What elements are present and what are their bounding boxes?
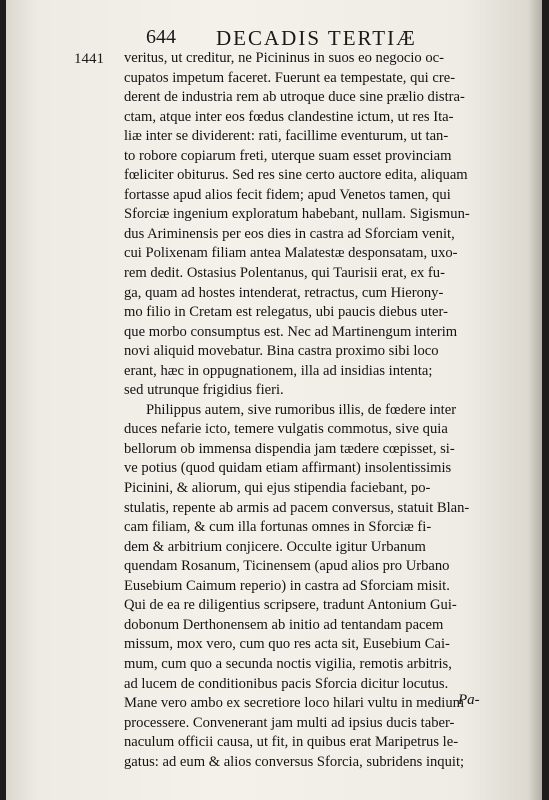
text-line: Sforciæ ingenium exploratum habebant, nullam. Sigismun- xyxy=(124,206,470,223)
text-line: cupatos impetum faceret. Fuerunt ea tempestate, qui cre- xyxy=(124,69,456,86)
catchword: Pa- xyxy=(458,692,480,708)
text-line: novi aliquid movebatur. Bina castra proximo sibi loco xyxy=(124,343,439,360)
running-head: DECADIS TERTIÆ xyxy=(216,26,417,50)
text-line: erant, hæc in oppugnationem, illa ad insidias intenta; xyxy=(124,362,433,379)
text-line: processere. Convenerant jam multi ad ipsius ducis taber- xyxy=(124,714,455,731)
text-line: duces nefarie icto, temere vulgatis commotus, sive quia xyxy=(124,421,448,438)
text-line: que morbo consumptus est. Nec ad Martinengum interim xyxy=(124,323,458,340)
gutter-shadow xyxy=(528,0,542,800)
text-line: stulatis, repente ab armis ad pacem conversus, statuit Blan- xyxy=(124,499,470,516)
text-line: liæ inter se dividerent: rati, facillime eventurum, ut tan- xyxy=(124,128,449,145)
text-line: ad lucem de conditionibus pacis Sforcia dicitur locutus. xyxy=(124,675,449,692)
text-line: dem & arbitrium conjicere. Occulte igitur Urbanum xyxy=(124,538,426,555)
text-line: sed utrunque frigidius fieri. xyxy=(124,382,284,399)
text-line: fœliciter obiturus. Sed res sine certo auctore edita, aliquam xyxy=(124,167,468,184)
text-line: to robore copiarum freti, uterque suam esset provinciam xyxy=(124,147,452,164)
text-line: ga, quam ad hostes intenderat, retractus, cum Hierony- xyxy=(124,284,444,301)
text-line: quendam Rosanum, Ticinensem (apud alios pro Urbano xyxy=(124,558,450,575)
text-line: Picinini, & aliorum, qui ejus stipendia faciebant, po- xyxy=(124,480,431,497)
text-line: dobonum Derthonensem ab initio ad tentandam pacem xyxy=(124,616,444,633)
page-number: 644 xyxy=(146,26,176,48)
text-line: veritus, ut creditur, ne Picininus in suos eo negocio oc- xyxy=(124,50,445,66)
text-line: ve potius (quod quidam etiam affirmant) insolentissimis xyxy=(124,460,452,477)
text-line: Qui de ea re diligentius scripsere, tradunt Antonium Gui- xyxy=(124,597,457,614)
margin-year: 1441 xyxy=(74,51,104,67)
text-line: fortasse apud alios fecit fidem; apud Venetos tamen, qui xyxy=(124,186,451,203)
text-line: bellorum ob immensa dispendia jam tædere cœpisset, si- xyxy=(124,440,455,457)
text-line: derent de industria rem ab utroque duce sine prælio distra- xyxy=(124,89,465,106)
text-line: ctam, atque inter eos fœdus clandestine ictum, ut res Ita- xyxy=(124,108,454,125)
text-line: Mane vero ambo ex secretiore loco hilari vultu in medium xyxy=(124,695,465,712)
text-line: mum, cum quo a secunda noctis vigilia, remotis arbitris, xyxy=(124,655,452,672)
text-line: rem dedit. Ostasius Polentanus, qui Taurisii erat, ex fu- xyxy=(124,265,445,282)
text-line: cam filiam, & cum illa fortunas omnes in Sforciæ fi- xyxy=(124,519,432,536)
body-text xyxy=(124,49,519,772)
book-page xyxy=(6,0,542,800)
paragraph-start-line: Philippus autem, sive rumoribus illis, de fœdere inter xyxy=(146,401,457,418)
text-line: dus Ariminensis per eos dies in castra ad Sforciam venit, xyxy=(124,225,455,242)
text-line: naculum officii causa, ut fit, in quibus erat Maripetrus le- xyxy=(124,734,459,751)
text-line: Eusebium Caimum reperio) in castra ad Sforciam misit. xyxy=(124,577,450,594)
text-line: gatus: ad eum & alios conversus Sforcia, subridens inquit; xyxy=(124,753,465,770)
text-line: mo filio in Cretam est relegatus, ubi paucis diebus uter- xyxy=(124,304,448,321)
text-line: cui Polixenam filiam antea Malatestæ desponsatam, uxo- xyxy=(124,245,458,262)
text-line: missum, mox vero, cum quo res acta sit, Eusebium Cai- xyxy=(124,636,450,653)
